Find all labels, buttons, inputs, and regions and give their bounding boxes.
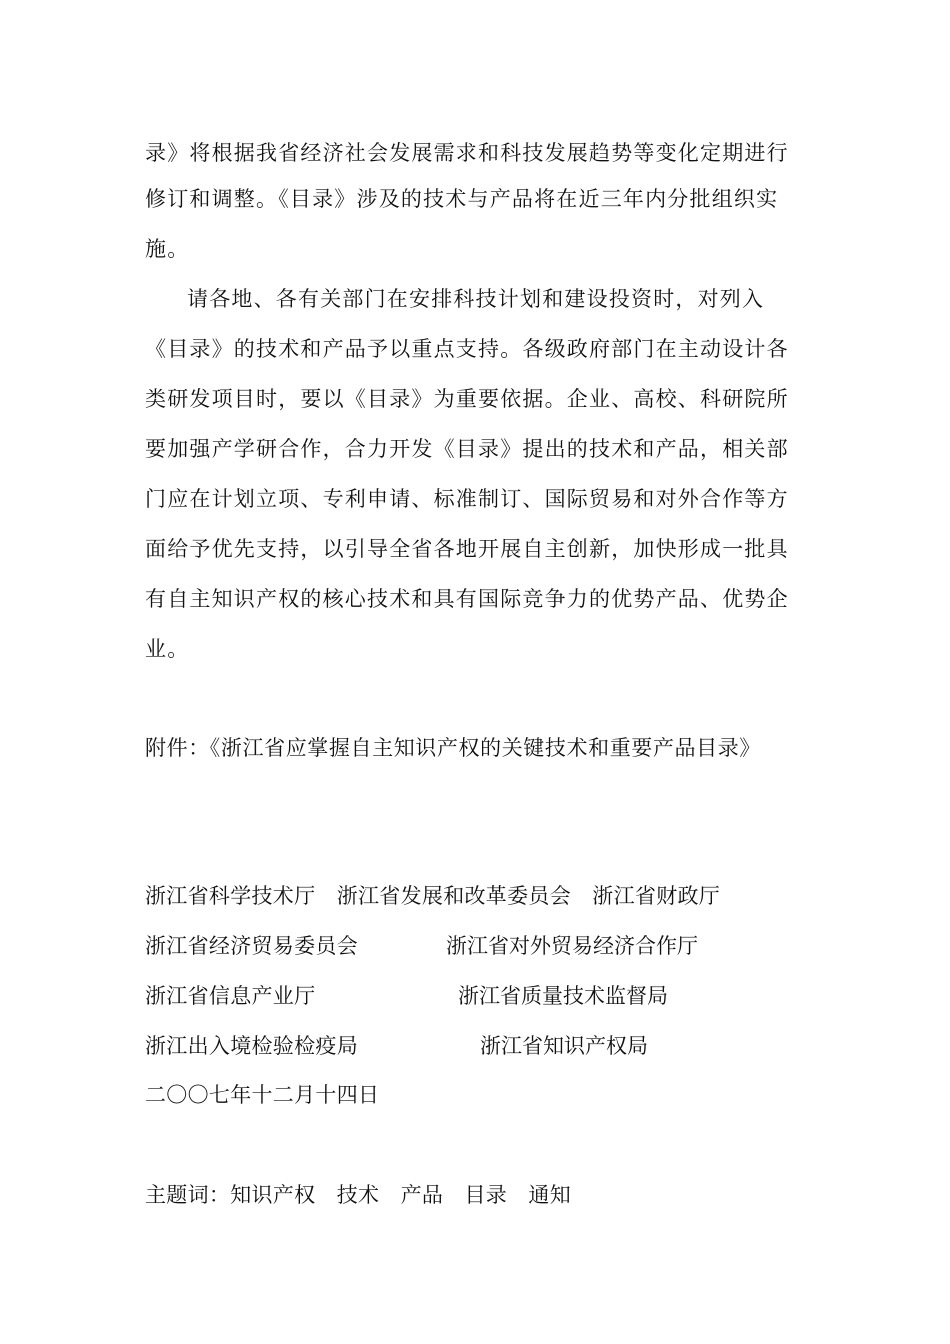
issue-date: 二〇〇七年十二月十四日 <box>145 1083 380 1107</box>
issuer-row-2-right: 浙江省对外贸易经济合作厅 <box>446 934 698 958</box>
issuer-row-2-left: 浙江省经济贸易委员会 <box>145 934 358 958</box>
keywords-line: 主题词：知识产权 技术 产品 目录 通知 <box>145 1183 571 1207</box>
body-line-1: 录》将根据我省经济社会发展需求和科技发展趋势等变化定期进行 <box>145 141 789 165</box>
body-line-11: 业。 <box>145 637 190 661</box>
issuer-row-4-left: 浙江出入境检验检疫局 <box>145 1034 358 1058</box>
attachment-line: 附件：《浙江省应掌握自主知识产权的关键技术和重要产品目录》 <box>145 736 761 760</box>
body-line-6: 类研发项目时，要以《目录》为重要依据。企业、高校、科研院所 <box>145 387 789 411</box>
body-line-5: 《目录》的技术和产品予以重点支持。各级政府部门在主动设计各 <box>145 337 789 361</box>
issuer-row-4-right: 浙江省知识产权局 <box>480 1034 648 1058</box>
body-line-10: 有自主知识产权的核心技术和具有国际竞争力的优势产品、优势企 <box>145 587 789 611</box>
body-line-9: 面给予优先支持，以引导全省各地开展自主创新，加快形成一批具 <box>145 537 789 561</box>
body-line-2: 修订和调整。《目录》涉及的技术与产品将在近三年内分批组织实 <box>145 187 779 211</box>
body-line-4: 请各地、各有关部门在安排科技计划和建设投资时，对列入 <box>187 287 765 311</box>
issuer-row-3-right: 浙江省质量技术监督局 <box>458 984 668 1008</box>
issuer-row-3-left: 浙江省信息产业厅 <box>145 984 316 1008</box>
issuer-row-1: 浙江省科学技术厅 浙江省发展和改革委员会 浙江省财政厅 <box>145 884 721 908</box>
body-line-7: 要加强产学研合作，合力开发《目录》提出的技术和产品，相关部 <box>145 437 789 461</box>
body-line-8: 门应在计划立项、专利申请、标准制订、国际贸易和对外合作等方 <box>145 487 789 511</box>
body-line-3: 施。 <box>145 237 190 261</box>
